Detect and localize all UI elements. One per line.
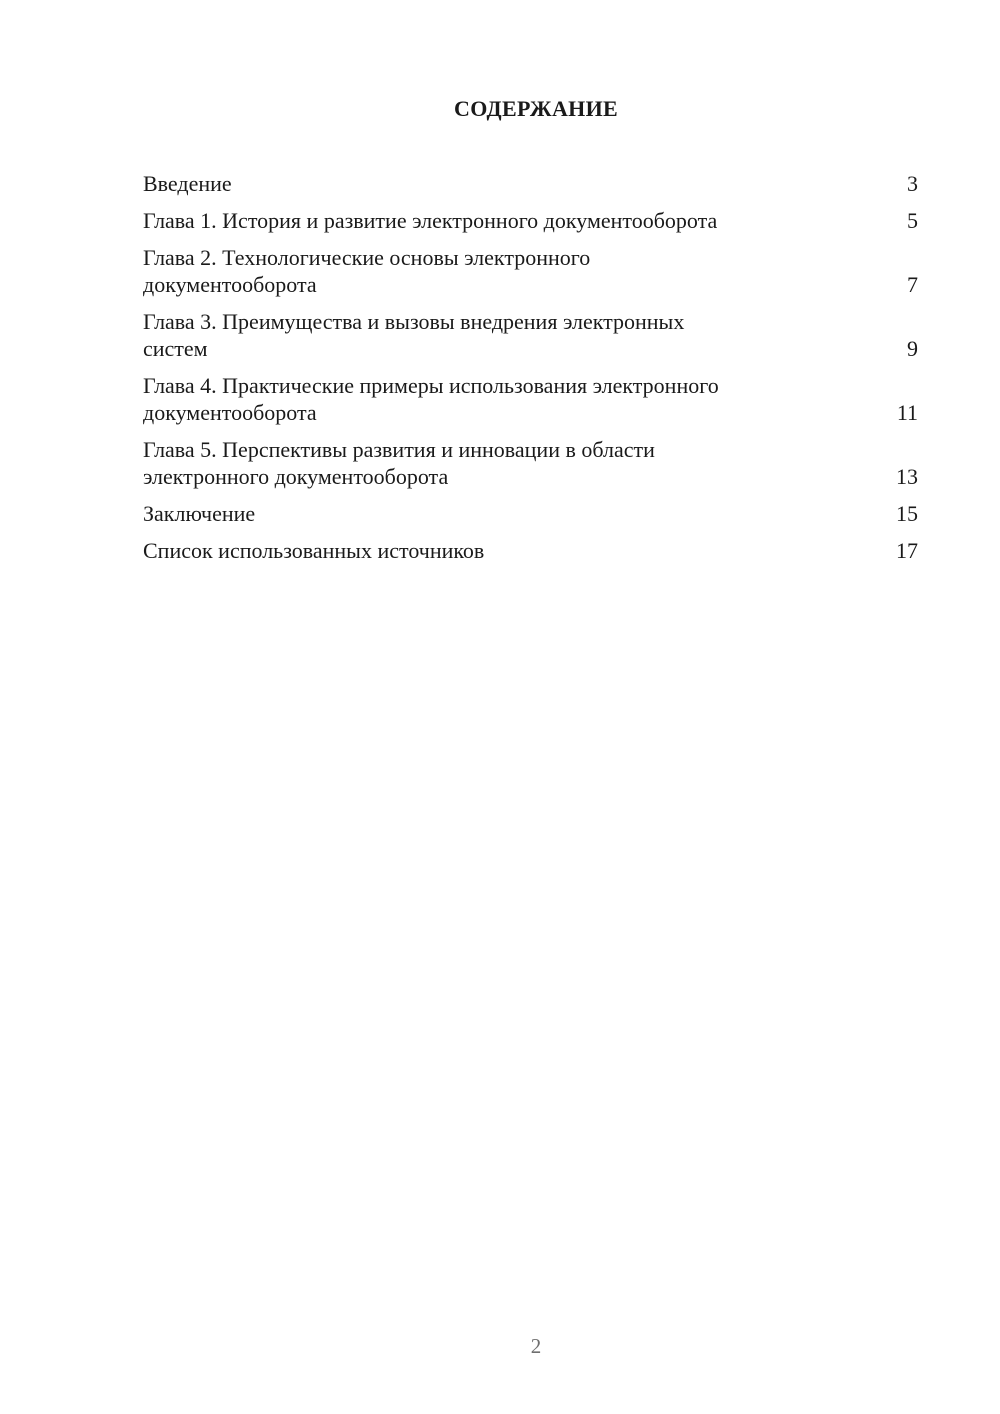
- toc-entry-page: 15: [896, 501, 918, 526]
- table-of-contents: [143, 170, 918, 574]
- toc-entry-page: 3: [907, 171, 918, 196]
- toc-entry-page: 17: [896, 538, 918, 563]
- toc-entry-chapter-5: [143, 436, 918, 490]
- toc-entry-chapter-1: [143, 207, 918, 234]
- toc-title: СОДЕРЖАНИЕ: [454, 96, 618, 121]
- toc-entry-page: 13: [896, 464, 918, 489]
- toc-entry-chapter-4: [143, 372, 918, 426]
- toc-entry-page: 9: [907, 336, 918, 361]
- page-number: 2: [530, 1334, 542, 1358]
- toc-entry-text: Список использованных источников: [143, 538, 485, 563]
- toc-entry-chapter-2: [143, 244, 918, 298]
- toc-entry-text: Глава 1. История и развитие электронного документооборота: [143, 208, 718, 233]
- toc-entry-text: Глава 2. Технологические основы электронного документооборота: [143, 245, 591, 297]
- toc-entry-text: Введение: [143, 171, 232, 196]
- toc-entry-text: Глава 4. Практические примеры использования электронного документооборота: [143, 373, 719, 425]
- toc-entry-page: 11: [896, 400, 918, 425]
- toc-entry-text: Глава 5. Перспективы развития и инновации в области электронного документооборота: [143, 437, 655, 489]
- toc-entry-chapter-3: [143, 308, 918, 362]
- toc-entry-conclusion: [143, 500, 918, 527]
- toc-entry-introduction: [143, 170, 918, 197]
- toc-entry-page: 5: [907, 208, 918, 233]
- toc-entry-page: 7: [907, 272, 918, 297]
- toc-entry-references: [143, 537, 918, 564]
- toc-entry-text: Глава 3. Преимущества и вызовы внедрения электронных систем: [143, 309, 685, 361]
- toc-entry-text: Заключение: [143, 501, 256, 526]
